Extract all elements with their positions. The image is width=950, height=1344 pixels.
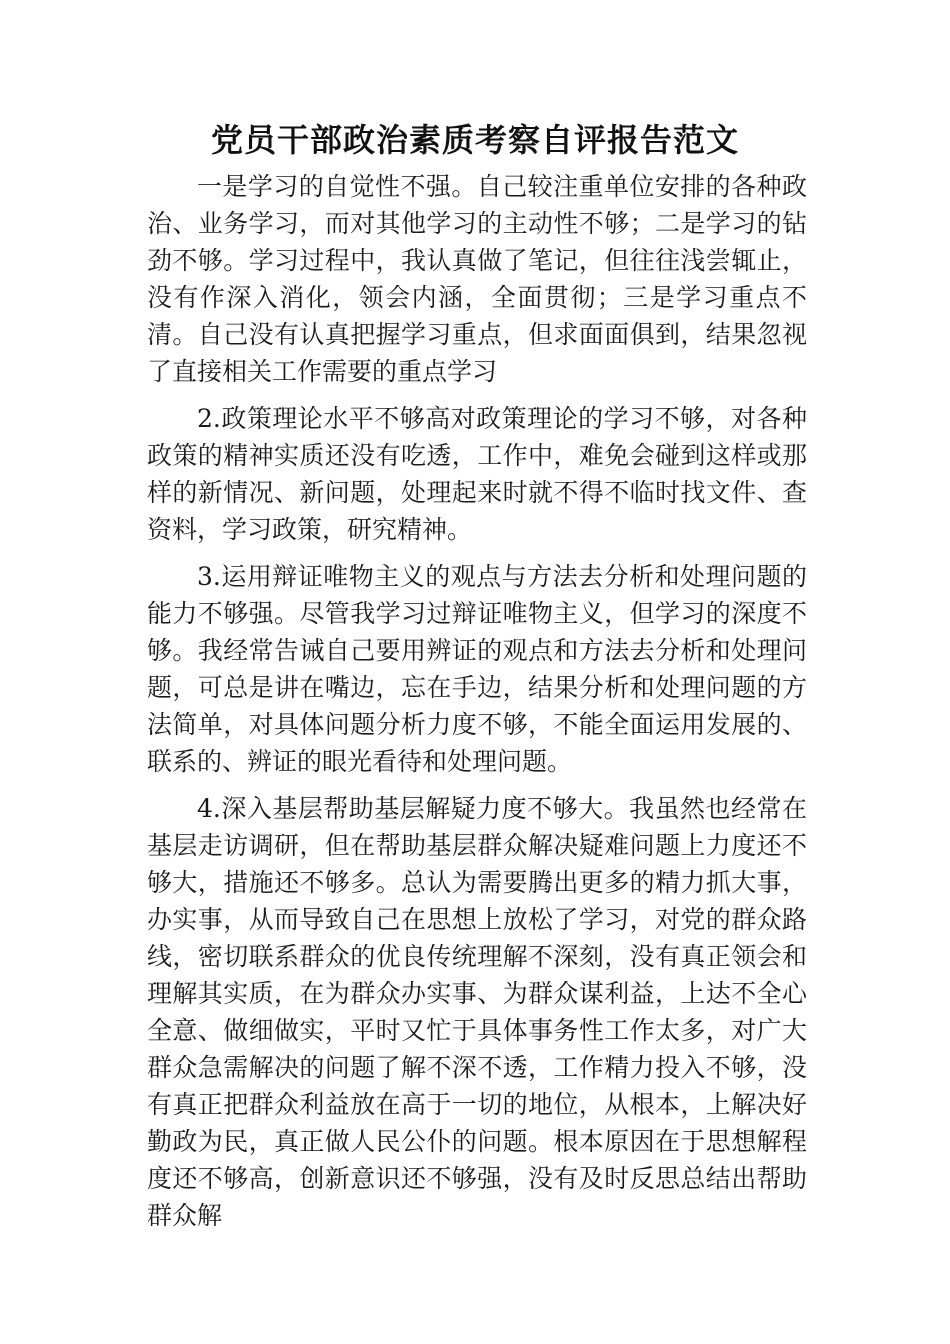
paragraph-2: 2.政策理论水平不够高对政策理论的学习不够，对各种政策的精神实质还没有吃透，工作中，难免会碰到这样或那样的新情况、新问题，处理起来时就不得不临时找文件、查资料，学习政策，研究精神。: [147, 404, 807, 544]
paragraph-3: 3.运用辩证唯物主义的观点与方法去分析和处理问题的能力不够强。尽管我学习过辩证唯物主义，但学习的深度不够。我经常告诫自己要用辨证的观点和方法去分析和处理问题，可总是讲在嘴边，忘在手边，结果分析和处理问题的方法简单，对具体问题分析力度不够，不能全面运用发展的、联系的、辨证的眼光看待和处理问题。: [147, 562, 807, 776]
document-body: [147, 168, 807, 1234]
paragraph-4: 4.深入基层帮助基层解疑力度不够大。我虽然也经常在基层走访调研，但在帮助基层群众解决疑难问题上力度还不够大，措施还不够多。总认为需要腾出更多的精力抓大事，办实事，从而导致自己在思想上放松了学习，对党的群众路线，密切联系群众的优良传统理解不深刻，没有真正领会和理解其实质，在为群众办实事、为群众谋利益，上达不全心全意、做细做实，平时又忙于具体事务性工作太多，对广大群众急需解决的问题了解不深不透，工作精力投入不够，没有真正把群众利益放在高于一切的地位，从根本，上解决好勤政为民，真正做人民公仆的问题。根本原因在于思想解程度还不够高，创新意识还不够强，没有及时反思总结出帮助群众解: [147, 794, 807, 1230]
document-title: 党员干部政治素质考察自评报告范文: [210, 121, 739, 159]
paragraph-1: 一是学习的自觉性不强。自己较注重单位安排的各种政治、业务学习，而对其他学习的主动性不够；二是学习的钻劲不够。学习过程中，我认真做了笔记，但往往浅尝辄止，没有作深入消化，领会内涵，全面贯彻；三是学习重点不清。自己没有认真把握学习重点，但求面面俱到，结果忽视了直接相关工作需要的重点学习: [147, 172, 807, 386]
